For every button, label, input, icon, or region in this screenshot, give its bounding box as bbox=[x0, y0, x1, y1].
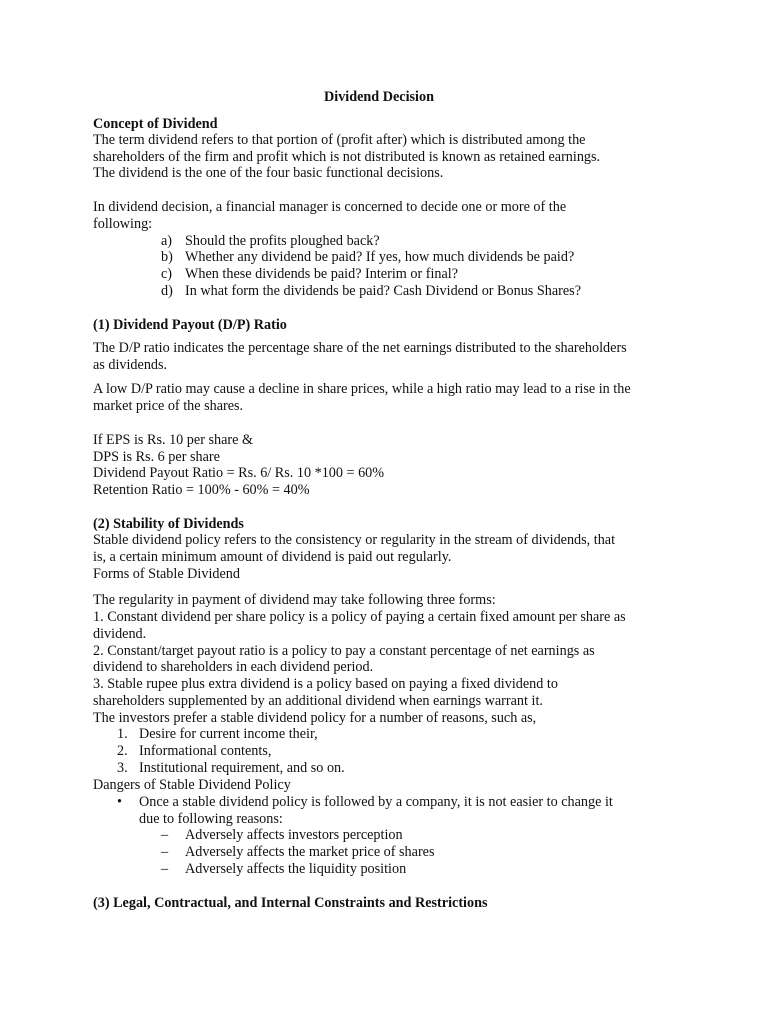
list-item: When these dividends be paid? Interim or final? bbox=[185, 266, 459, 282]
example-line: DPS is Rs. 6 per share bbox=[93, 449, 220, 465]
list-item: Adversely affects the liquidity position bbox=[185, 861, 407, 877]
list-item: Desire for current income their, bbox=[139, 726, 318, 742]
list-item: Informational contents, bbox=[139, 743, 272, 759]
list-item: In what form the dividends be paid? Cash Dividend or Bonus Shares? bbox=[185, 283, 581, 299]
list-marker: c) bbox=[161, 266, 173, 282]
list-marker: b) bbox=[161, 249, 173, 265]
example-line: Dividend Payout Ratio = Rs. 6/ Rs. 10 *100 = 60% bbox=[93, 465, 385, 481]
forms-line: The regularity in payment of dividend may take following three forms: bbox=[93, 592, 496, 608]
payout-line: as dividends. bbox=[93, 357, 168, 373]
list-marker: a) bbox=[161, 233, 173, 249]
forms-line: The investors prefer a stable dividend policy for a number of reasons, such as, bbox=[93, 710, 537, 726]
example-line: If EPS is Rs. 10 per share & bbox=[93, 432, 253, 448]
forms-line: 3. Stable rupee plus extra dividend is a policy based on paying a fixed dividend to bbox=[93, 676, 558, 692]
dash-icon: – bbox=[161, 844, 169, 860]
list-item: Institutional requirement, and so on. bbox=[139, 760, 345, 776]
dash-icon: – bbox=[161, 827, 169, 843]
forms-line: 1. Constant dividend per share policy is a policy of paying a certain fixed amount per share as bbox=[93, 609, 626, 625]
concept-heading: Concept of Dividend bbox=[93, 116, 218, 132]
bullet-line: due to following reasons: bbox=[139, 811, 283, 827]
document-title: Dividend Decision bbox=[324, 89, 434, 105]
stability-line: Forms of Stable Dividend bbox=[93, 566, 240, 582]
concept-line: The dividend is the one of the four basic functional decisions. bbox=[93, 165, 444, 181]
list-item: Adversely affects the market price of shares bbox=[185, 844, 435, 860]
stability-heading: (2) Stability of Dividends bbox=[93, 516, 244, 532]
payout-line: A low D/P ratio may cause a decline in share prices, while a high ratio may lead to a rise in the bbox=[93, 381, 631, 397]
payout-heading: (1) Dividend Payout (D/P) Ratio bbox=[93, 317, 287, 333]
dash-icon: – bbox=[161, 861, 169, 877]
bullet-icon: • bbox=[117, 794, 122, 810]
payout-line: The D/P ratio indicates the percentage share of the net earnings distributed to the shareholders bbox=[93, 340, 627, 356]
forms-line: shareholders supplemented by an additional dividend when earnings warrant it. bbox=[93, 693, 543, 709]
constraints-heading: (3) Legal, Contractual, and Internal Constraints and Restrictions bbox=[93, 895, 488, 911]
list-marker: 3. bbox=[117, 760, 128, 776]
bullet-line: Once a stable dividend policy is followed by a company, it is not easier to change it bbox=[139, 794, 613, 810]
stability-line: Stable dividend policy refers to the consistency or regularity in the stream of dividends, that bbox=[93, 532, 616, 548]
example-line: Retention Ratio = 100% - 60% = 40% bbox=[93, 482, 310, 498]
dangers-heading: Dangers of Stable Dividend Policy bbox=[93, 777, 291, 793]
forms-line: dividend. bbox=[93, 626, 147, 642]
stability-line: is, a certain minimum amount of dividend is paid out regularly. bbox=[93, 549, 452, 565]
payout-line: market price of the shares. bbox=[93, 398, 244, 414]
decision-line: following: bbox=[93, 216, 153, 232]
list-marker: d) bbox=[161, 283, 173, 299]
concept-line: shareholders of the firm and profit which is not distributed is known as retained earnings. bbox=[93, 149, 601, 165]
list-item: Adversely affects investors perception bbox=[185, 827, 403, 843]
forms-line: 2. Constant/target payout ratio is a policy to pay a constant percentage of net earnings as bbox=[93, 643, 595, 659]
concept-line: The term dividend refers to that portion of (profit after) which is distributed among the bbox=[93, 132, 586, 148]
list-item: Should the profits ploughed back? bbox=[185, 233, 380, 249]
decision-line: In dividend decision, a financial manager is concerned to decide one or more of the bbox=[93, 199, 567, 215]
list-item: Whether any dividend be paid? If yes, how much dividends be paid? bbox=[185, 249, 575, 265]
list-marker: 1. bbox=[117, 726, 128, 742]
forms-line: dividend to shareholders in each dividend period. bbox=[93, 659, 374, 675]
list-marker: 2. bbox=[117, 743, 128, 759]
